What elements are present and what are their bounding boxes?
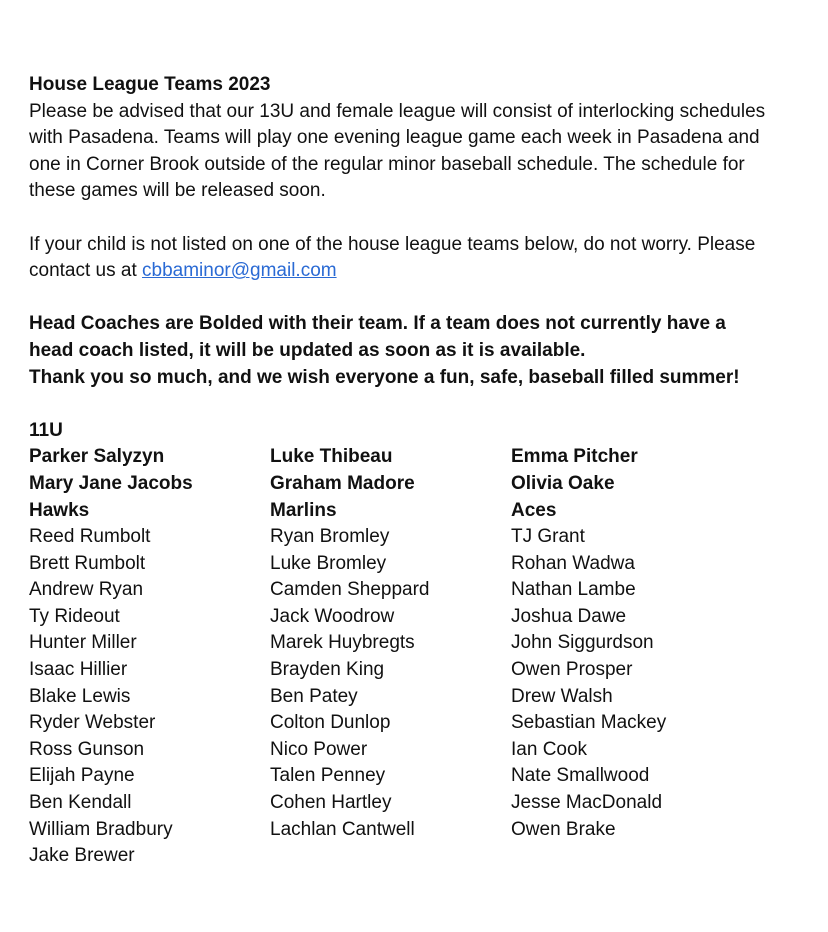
notice-line: Thank you so much, and we wish everyone a fun, safe, baseball filled summer! xyxy=(29,366,740,388)
contact-line xyxy=(29,258,819,285)
player-name: Colton Dunlop xyxy=(270,712,391,734)
player-name: Marek Huybregts xyxy=(270,632,415,654)
player-name: Jack Woodrow xyxy=(270,605,395,627)
intro-paragraph xyxy=(29,99,819,205)
player-name: Owen Prosper xyxy=(511,659,633,681)
team-name: Hawks xyxy=(29,499,90,521)
player-name: Ben Kendall xyxy=(29,792,132,814)
document-body xyxy=(29,72,819,870)
player-name: Nico Power xyxy=(270,738,368,760)
player-name: Brayden King xyxy=(270,659,385,681)
notice-line: Head Coaches are Bolded with their team. If a team does not currently have a xyxy=(29,313,726,335)
intro-line: one in Corner Brook outside of the regular minor baseball schedule. The schedule for xyxy=(29,153,745,175)
contact-prefix: contact us at xyxy=(29,260,143,282)
team-name: Aces xyxy=(511,499,557,521)
player-name: Ross Gunson xyxy=(29,738,145,760)
player-name: Isaac Hillier xyxy=(29,659,128,681)
team-coach: Parker Salyzyn xyxy=(29,446,165,468)
player-name: Jesse MacDonald xyxy=(511,792,663,814)
player-name: William Bradbury xyxy=(29,818,173,840)
notice-paragraph xyxy=(29,311,819,391)
email-link[interactable]: cbbaminor@gmail.com xyxy=(142,260,337,282)
player-name: Joshua Dawe xyxy=(511,605,627,627)
spacer xyxy=(29,205,819,232)
team-coach: Mary Jane Jacobs xyxy=(29,472,193,494)
player-name: Cohen Hartley xyxy=(270,792,392,814)
document-heading: House League Teams 2023 xyxy=(29,74,271,95)
empty-cell xyxy=(270,843,511,870)
player-name: Nathan Lambe xyxy=(511,579,636,601)
contact-paragraph xyxy=(29,232,819,285)
player-name: Hunter Miller xyxy=(29,632,137,654)
notice-line: head coach listed, it will be updated as soon as it is available. xyxy=(29,339,586,361)
team-coach: Olivia Oake xyxy=(511,472,615,494)
player-name: Andrew Ryan xyxy=(29,579,144,601)
player-name: John Siggurdson xyxy=(511,632,654,654)
team-roster-grid xyxy=(29,444,819,870)
player-name: TJ Grant xyxy=(511,526,585,548)
intro-line: these games will be released soon. xyxy=(29,180,326,202)
player-name: Jake Brewer xyxy=(29,845,135,867)
player-name: Ryan Bromley xyxy=(270,526,390,548)
player-name: Ben Patey xyxy=(270,685,358,707)
player-name: Lachlan Cantwell xyxy=(270,818,415,840)
player-name: Luke Bromley xyxy=(270,552,387,574)
player-name: Camden Sheppard xyxy=(270,579,430,601)
player-name: Ty Rideout xyxy=(29,605,120,627)
player-name: Talen Penney xyxy=(270,765,386,787)
team-coach: Graham Madore xyxy=(270,472,415,494)
team-coach: Luke Thibeau xyxy=(270,446,393,468)
empty-cell xyxy=(511,843,752,870)
player-name: Owen Brake xyxy=(511,818,616,840)
player-name: Reed Rumbolt xyxy=(29,526,151,548)
player-name: Ian Cook xyxy=(511,738,588,760)
player-name: Sebastian Mackey xyxy=(511,712,667,734)
player-name: Brett Rumbolt xyxy=(29,552,146,574)
player-name: Nate Smallwood xyxy=(511,765,650,787)
player-name: Rohan Wadwa xyxy=(511,552,635,574)
spacer xyxy=(29,285,819,312)
intro-line: with Pasadena. Teams will play one evening league game each week in Pasadena and xyxy=(29,127,760,149)
spacer xyxy=(29,391,819,418)
player-name: Elijah Payne xyxy=(29,765,135,787)
player-name: Blake Lewis xyxy=(29,685,131,707)
player-name: Drew Walsh xyxy=(511,685,613,707)
player-name: Ryder Webster xyxy=(29,712,156,734)
contact-line: If your child is not listed on one of the house league teams below, do not worry. Please xyxy=(29,233,756,255)
division-heading: 11U xyxy=(29,419,63,441)
intro-line: Please be advised that our 13U and female league will consist of interlocking schedules xyxy=(29,100,766,122)
team-coach: Emma Pitcher xyxy=(511,446,638,468)
team-name: Marlins xyxy=(270,499,337,521)
